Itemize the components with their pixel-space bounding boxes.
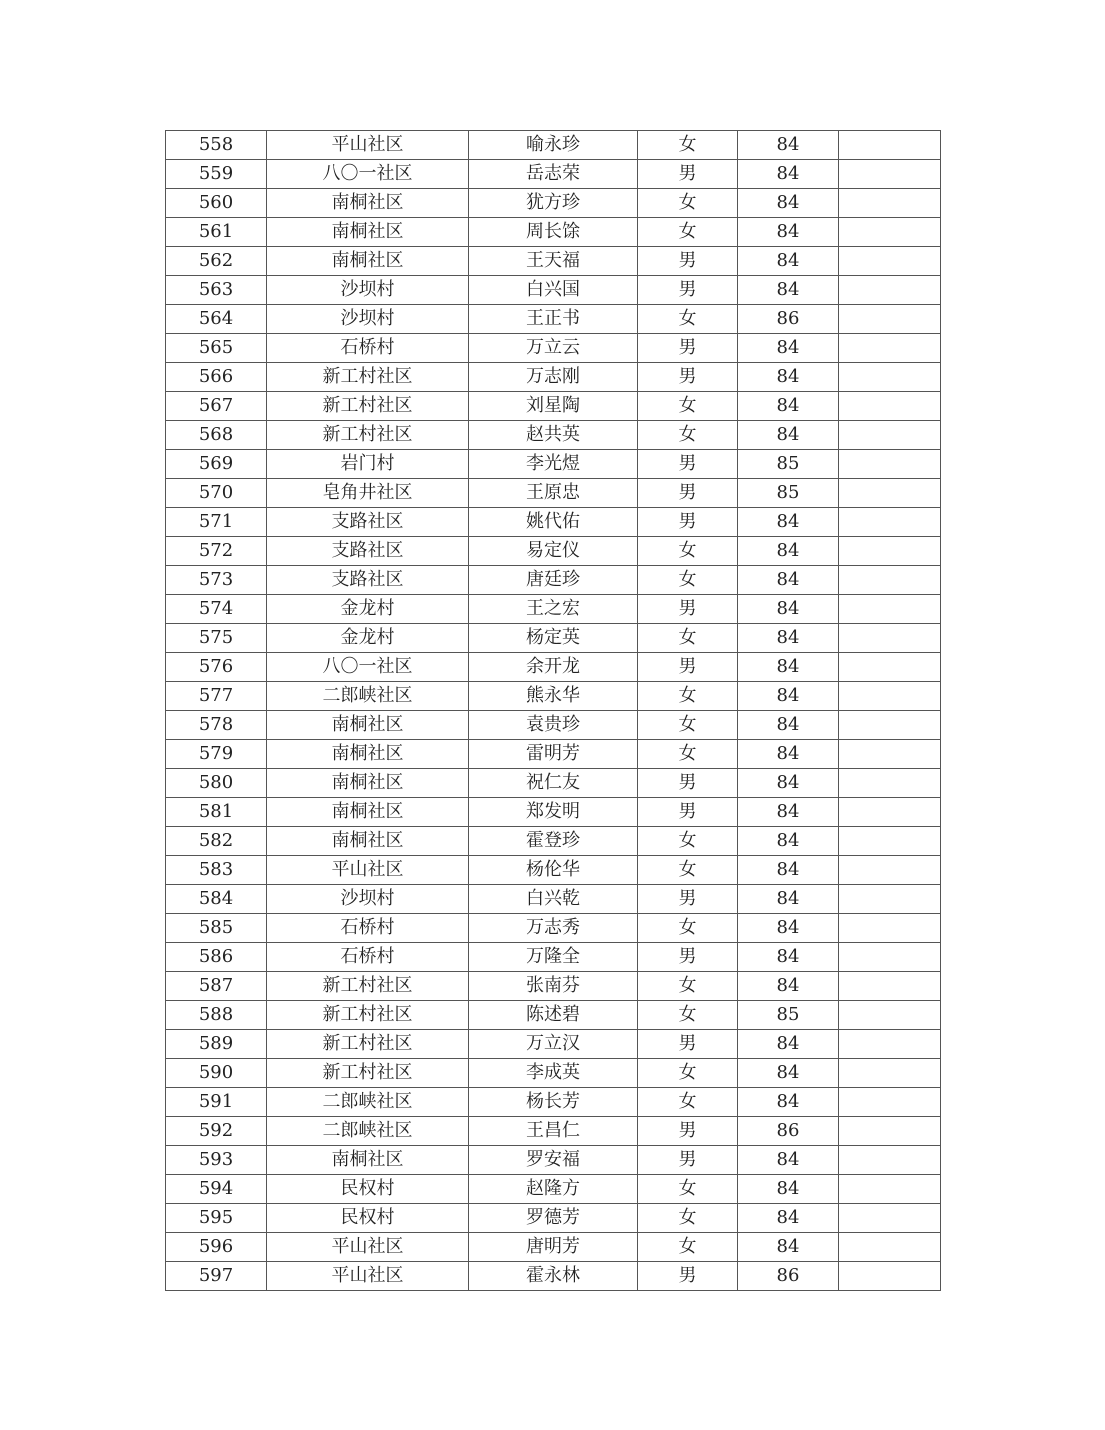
cell-age: 84: [738, 1030, 839, 1059]
cell-gender: 女: [638, 131, 738, 160]
table-row: [166, 247, 941, 276]
cell-name: 唐明芳: [469, 1233, 638, 1262]
cell-serial-number: 586: [166, 943, 267, 972]
cell-community: 新工村社区: [267, 421, 469, 450]
cell-age: 85: [738, 450, 839, 479]
cell-age: 84: [738, 682, 839, 711]
table-row: [166, 769, 941, 798]
cell-name: 李光煜: [469, 450, 638, 479]
cell-name: 霍登珍: [469, 827, 638, 856]
cell-community: 二郎峡社区: [267, 1088, 469, 1117]
cell-community: 二郎峡社区: [267, 1117, 469, 1146]
table-row: [166, 305, 941, 334]
cell-name: 熊永华: [469, 682, 638, 711]
cell-serial-number: 572: [166, 537, 267, 566]
cell-note: [839, 1233, 941, 1262]
cell-serial-number: 574: [166, 595, 267, 624]
roster-table: [165, 130, 941, 1291]
cell-community: 平山社区: [267, 131, 469, 160]
cell-serial-number: 576: [166, 653, 267, 682]
table-row: [166, 972, 941, 1001]
cell-gender: 女: [638, 972, 738, 1001]
cell-serial-number: 590: [166, 1059, 267, 1088]
cell-age: 84: [738, 653, 839, 682]
cell-age: 86: [738, 1117, 839, 1146]
cell-age: 84: [738, 363, 839, 392]
table-row: [166, 450, 941, 479]
cell-age: 85: [738, 1001, 839, 1030]
cell-serial-number: 596: [166, 1233, 267, 1262]
cell-gender: 男: [638, 798, 738, 827]
cell-age: 84: [738, 595, 839, 624]
cell-name: 雷明芳: [469, 740, 638, 769]
cell-gender: 男: [638, 363, 738, 392]
cell-community: 南桐社区: [267, 769, 469, 798]
cell-community: 岩门村: [267, 450, 469, 479]
cell-community: 民权村: [267, 1175, 469, 1204]
cell-name: 万隆全: [469, 943, 638, 972]
cell-community: 南桐社区: [267, 189, 469, 218]
cell-serial-number: 584: [166, 885, 267, 914]
cell-gender: 男: [638, 508, 738, 537]
cell-community: 新工村社区: [267, 363, 469, 392]
cell-name: 祝仁友: [469, 769, 638, 798]
table-row: [166, 653, 941, 682]
cell-gender: 男: [638, 450, 738, 479]
cell-note: [839, 450, 941, 479]
cell-note: [839, 392, 941, 421]
cell-age: 84: [738, 218, 839, 247]
cell-age: 84: [738, 740, 839, 769]
cell-name: 姚代佑: [469, 508, 638, 537]
cell-note: [839, 1175, 941, 1204]
cell-name: 王之宏: [469, 595, 638, 624]
cell-note: [839, 479, 941, 508]
cell-serial-number: 578: [166, 711, 267, 740]
cell-note: [839, 972, 941, 1001]
cell-name: 万志刚: [469, 363, 638, 392]
table-row: [166, 740, 941, 769]
cell-gender: 女: [638, 1059, 738, 1088]
cell-serial-number: 559: [166, 160, 267, 189]
cell-serial-number: 571: [166, 508, 267, 537]
table-row: [166, 334, 941, 363]
cell-note: [839, 421, 941, 450]
table-row: [166, 566, 941, 595]
table-row: [166, 508, 941, 537]
table-row: [166, 885, 941, 914]
cell-age: 84: [738, 392, 839, 421]
cell-gender: 女: [638, 537, 738, 566]
cell-serial-number: 564: [166, 305, 267, 334]
cell-age: 84: [738, 421, 839, 450]
cell-note: [839, 537, 941, 566]
cell-note: [839, 508, 941, 537]
cell-name: 王天福: [469, 247, 638, 276]
cell-note: [839, 247, 941, 276]
cell-gender: 女: [638, 624, 738, 653]
cell-gender: 女: [638, 421, 738, 450]
table-row: [166, 537, 941, 566]
cell-age: 84: [738, 276, 839, 305]
cell-community: 南桐社区: [267, 798, 469, 827]
cell-age: 84: [738, 1059, 839, 1088]
cell-age: 84: [738, 189, 839, 218]
cell-name: 万立云: [469, 334, 638, 363]
cell-gender: 女: [638, 1204, 738, 1233]
cell-community: 南桐社区: [267, 711, 469, 740]
cell-name: 杨伦华: [469, 856, 638, 885]
cell-community: 南桐社区: [267, 247, 469, 276]
table-row: [166, 160, 941, 189]
cell-name: 袁贵珍: [469, 711, 638, 740]
cell-name: 王正书: [469, 305, 638, 334]
cell-age: 84: [738, 856, 839, 885]
cell-serial-number: 577: [166, 682, 267, 711]
cell-gender: 男: [638, 479, 738, 508]
cell-age: 84: [738, 1204, 839, 1233]
cell-serial-number: 580: [166, 769, 267, 798]
cell-age: 86: [738, 1262, 839, 1291]
cell-note: [839, 363, 941, 392]
cell-name: 罗安福: [469, 1146, 638, 1175]
cell-serial-number: 582: [166, 827, 267, 856]
table-row: [166, 624, 941, 653]
cell-gender: 女: [638, 305, 738, 334]
cell-gender: 女: [638, 566, 738, 595]
cell-name: 犹方珍: [469, 189, 638, 218]
cell-age: 84: [738, 1088, 839, 1117]
cell-community: 二郎峡社区: [267, 682, 469, 711]
cell-age: 84: [738, 1175, 839, 1204]
cell-community: 平山社区: [267, 1233, 469, 1262]
table-row: [166, 682, 941, 711]
cell-age: 84: [738, 943, 839, 972]
cell-note: [839, 711, 941, 740]
cell-community: 民权村: [267, 1204, 469, 1233]
cell-community: 新工村社区: [267, 1030, 469, 1059]
cell-age: 84: [738, 160, 839, 189]
cell-age: 84: [738, 798, 839, 827]
cell-name: 王原忠: [469, 479, 638, 508]
cell-name: 万立汉: [469, 1030, 638, 1059]
table-row: [166, 1175, 941, 1204]
cell-note: [839, 740, 941, 769]
cell-name: 霍永林: [469, 1262, 638, 1291]
table-row: [166, 392, 941, 421]
table-row: [166, 363, 941, 392]
cell-serial-number: 593: [166, 1146, 267, 1175]
cell-serial-number: 568: [166, 421, 267, 450]
cell-name: 刘星陶: [469, 392, 638, 421]
cell-serial-number: 562: [166, 247, 267, 276]
cell-serial-number: 570: [166, 479, 267, 508]
cell-name: 白兴国: [469, 276, 638, 305]
cell-gender: 女: [638, 914, 738, 943]
cell-community: 八〇一社区: [267, 160, 469, 189]
cell-note: [839, 160, 941, 189]
table-row: [166, 943, 941, 972]
cell-gender: 女: [638, 711, 738, 740]
cell-serial-number: 560: [166, 189, 267, 218]
cell-age: 84: [738, 885, 839, 914]
cell-age: 84: [738, 537, 839, 566]
cell-gender: 男: [638, 1146, 738, 1175]
cell-age: 84: [738, 566, 839, 595]
cell-name: 杨定英: [469, 624, 638, 653]
cell-note: [839, 885, 941, 914]
cell-age: 84: [738, 247, 839, 276]
roster-table-body: [166, 131, 941, 1291]
cell-community: 平山社区: [267, 856, 469, 885]
cell-note: [839, 189, 941, 218]
table-row: [166, 1204, 941, 1233]
cell-note: [839, 1117, 941, 1146]
table-row: [166, 131, 941, 160]
table-row: [166, 189, 941, 218]
table-row: [166, 276, 941, 305]
cell-gender: 男: [638, 595, 738, 624]
cell-note: [839, 682, 941, 711]
cell-gender: 女: [638, 682, 738, 711]
cell-note: [839, 305, 941, 334]
cell-gender: 女: [638, 1233, 738, 1262]
cell-note: [839, 624, 941, 653]
cell-community: 平山社区: [267, 1262, 469, 1291]
table-row: [166, 1001, 941, 1030]
cell-community: 南桐社区: [267, 740, 469, 769]
cell-community: 沙坝村: [267, 276, 469, 305]
cell-age: 84: [738, 624, 839, 653]
cell-note: [839, 595, 941, 624]
cell-gender: 女: [638, 1001, 738, 1030]
cell-serial-number: 567: [166, 392, 267, 421]
cell-name: 罗德芳: [469, 1204, 638, 1233]
cell-community: 新工村社区: [267, 1059, 469, 1088]
cell-note: [839, 827, 941, 856]
cell-note: [839, 1088, 941, 1117]
cell-serial-number: 583: [166, 856, 267, 885]
cell-age: 84: [738, 508, 839, 537]
cell-note: [839, 943, 941, 972]
cell-note: [839, 1030, 941, 1059]
cell-gender: 男: [638, 1030, 738, 1059]
cell-name: 周长馀: [469, 218, 638, 247]
cell-gender: 女: [638, 189, 738, 218]
cell-gender: 女: [638, 392, 738, 421]
cell-serial-number: 563: [166, 276, 267, 305]
cell-gender: 男: [638, 247, 738, 276]
cell-community: 支路社区: [267, 537, 469, 566]
cell-age: 84: [738, 1233, 839, 1262]
cell-note: [839, 276, 941, 305]
cell-name: 喻永珍: [469, 131, 638, 160]
cell-community: 支路社区: [267, 566, 469, 595]
cell-note: [839, 1204, 941, 1233]
cell-serial-number: 561: [166, 218, 267, 247]
cell-serial-number: 579: [166, 740, 267, 769]
cell-serial-number: 589: [166, 1030, 267, 1059]
cell-serial-number: 585: [166, 914, 267, 943]
cell-community: 沙坝村: [267, 885, 469, 914]
cell-community: 新工村社区: [267, 1001, 469, 1030]
table-row: [166, 856, 941, 885]
cell-gender: 男: [638, 1117, 738, 1146]
cell-age: 86: [738, 305, 839, 334]
table-row: [166, 711, 941, 740]
cell-community: 新工村社区: [267, 392, 469, 421]
table-row: [166, 914, 941, 943]
cell-serial-number: 575: [166, 624, 267, 653]
cell-community: 金龙村: [267, 624, 469, 653]
table-row: [166, 1233, 941, 1262]
cell-age: 85: [738, 479, 839, 508]
cell-gender: 男: [638, 769, 738, 798]
cell-gender: 女: [638, 856, 738, 885]
table-row: [166, 1059, 941, 1088]
cell-note: [839, 798, 941, 827]
cell-serial-number: 565: [166, 334, 267, 363]
cell-age: 84: [738, 1146, 839, 1175]
cell-gender: 男: [638, 943, 738, 972]
cell-name: 易定仪: [469, 537, 638, 566]
cell-note: [839, 1001, 941, 1030]
cell-age: 84: [738, 972, 839, 1001]
cell-serial-number: 595: [166, 1204, 267, 1233]
cell-note: [839, 856, 941, 885]
cell-note: [839, 769, 941, 798]
cell-gender: 男: [638, 276, 738, 305]
cell-gender: 男: [638, 653, 738, 682]
cell-name: 唐廷珍: [469, 566, 638, 595]
cell-community: 金龙村: [267, 595, 469, 624]
cell-name: 王昌仁: [469, 1117, 638, 1146]
cell-note: [839, 1146, 941, 1175]
cell-community: 沙坝村: [267, 305, 469, 334]
cell-community: 石桥村: [267, 334, 469, 363]
cell-note: [839, 131, 941, 160]
cell-age: 84: [738, 914, 839, 943]
table-row: [166, 479, 941, 508]
cell-name: 岳志荣: [469, 160, 638, 189]
cell-serial-number: 569: [166, 450, 267, 479]
table-row: [166, 1262, 941, 1291]
cell-community: 八〇一社区: [267, 653, 469, 682]
cell-serial-number: 558: [166, 131, 267, 160]
cell-community: 石桥村: [267, 914, 469, 943]
cell-serial-number: 594: [166, 1175, 267, 1204]
cell-note: [839, 218, 941, 247]
cell-note: [839, 566, 941, 595]
cell-serial-number: 587: [166, 972, 267, 1001]
cell-name: 白兴乾: [469, 885, 638, 914]
cell-note: [839, 653, 941, 682]
cell-serial-number: 597: [166, 1262, 267, 1291]
cell-community: 南桐社区: [267, 1146, 469, 1175]
table-row: [166, 798, 941, 827]
cell-gender: 女: [638, 218, 738, 247]
cell-serial-number: 573: [166, 566, 267, 595]
table-row: [166, 1030, 941, 1059]
table-row: [166, 595, 941, 624]
cell-age: 84: [738, 334, 839, 363]
cell-gender: 女: [638, 827, 738, 856]
cell-note: [839, 334, 941, 363]
cell-note: [839, 1262, 941, 1291]
cell-note: [839, 914, 941, 943]
cell-age: 84: [738, 827, 839, 856]
cell-community: 南桐社区: [267, 827, 469, 856]
cell-community: 支路社区: [267, 508, 469, 537]
cell-community: 南桐社区: [267, 218, 469, 247]
cell-name: 李成英: [469, 1059, 638, 1088]
table-row: [166, 421, 941, 450]
cell-note: [839, 1059, 941, 1088]
cell-age: 84: [738, 711, 839, 740]
cell-serial-number: 581: [166, 798, 267, 827]
cell-name: 赵隆方: [469, 1175, 638, 1204]
cell-name: 余开龙: [469, 653, 638, 682]
cell-serial-number: 592: [166, 1117, 267, 1146]
table-row: [166, 218, 941, 247]
cell-name: 赵共英: [469, 421, 638, 450]
cell-name: 张南芬: [469, 972, 638, 1001]
cell-serial-number: 566: [166, 363, 267, 392]
cell-gender: 男: [638, 160, 738, 189]
cell-age: 84: [738, 131, 839, 160]
cell-gender: 女: [638, 740, 738, 769]
cell-gender: 男: [638, 334, 738, 363]
cell-community: 皂角井社区: [267, 479, 469, 508]
cell-name: 郑发明: [469, 798, 638, 827]
table-row: [166, 1146, 941, 1175]
cell-gender: 男: [638, 885, 738, 914]
cell-name: 万志秀: [469, 914, 638, 943]
cell-serial-number: 591: [166, 1088, 267, 1117]
cell-name: 陈述碧: [469, 1001, 638, 1030]
cell-name: 杨长芳: [469, 1088, 638, 1117]
table-row: [166, 827, 941, 856]
cell-gender: 女: [638, 1088, 738, 1117]
cell-gender: 女: [638, 1175, 738, 1204]
table-row: [166, 1117, 941, 1146]
table-row: [166, 1088, 941, 1117]
cell-gender: 男: [638, 1262, 738, 1291]
cell-community: 新工村社区: [267, 972, 469, 1001]
cell-serial-number: 588: [166, 1001, 267, 1030]
cell-age: 84: [738, 769, 839, 798]
cell-community: 石桥村: [267, 943, 469, 972]
